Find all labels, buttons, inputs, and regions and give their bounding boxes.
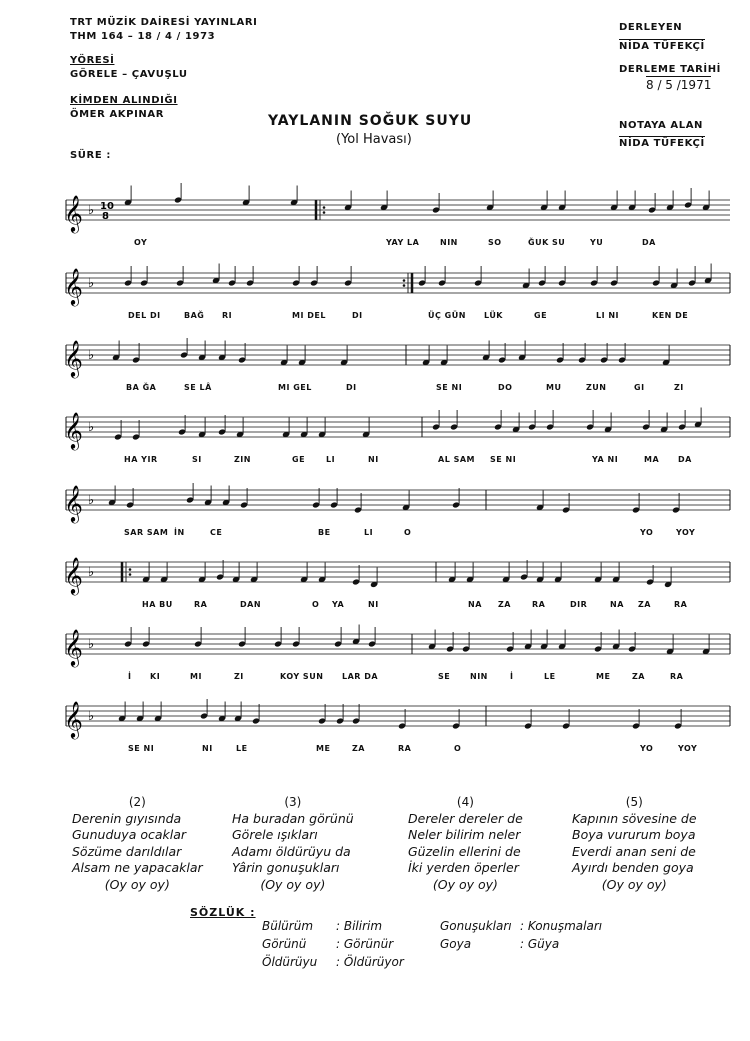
duration-label: SÜRE : bbox=[70, 150, 111, 161]
lyric-syllable: O bbox=[404, 528, 412, 537]
glossary-term: Öldürüyu bbox=[262, 955, 318, 969]
treble-clef-icon: 𝄞 bbox=[64, 194, 83, 232]
glossary-term: Bülürüm bbox=[262, 919, 314, 933]
treble-clef-icon: 𝄞 bbox=[64, 484, 83, 522]
lyric-syllable: YO bbox=[640, 744, 654, 753]
glossary-term: Görünü bbox=[262, 937, 307, 951]
lyric-syllable: DAN bbox=[240, 600, 262, 609]
lyric-syllable: NI bbox=[368, 600, 379, 609]
verse-number: (2) bbox=[128, 795, 146, 809]
verse-line: Yârin gonuşukları bbox=[232, 860, 340, 875]
lyric-syllable: LI NI bbox=[596, 311, 620, 320]
verse-number: (4) bbox=[456, 795, 474, 809]
lyric-syllable: NA bbox=[468, 600, 482, 609]
region-value: GÖRELE – ÇAVUŞLU bbox=[70, 69, 188, 80]
verse-line: Adamı öldürüyu da bbox=[232, 843, 351, 859]
lyric-syllable: O bbox=[454, 744, 462, 753]
repeat-dot bbox=[323, 206, 326, 209]
lyric-syllable: GE bbox=[292, 455, 306, 464]
glossary-definition: : Bilirim bbox=[336, 919, 383, 933]
lyric-syllable: NI bbox=[202, 744, 213, 753]
lyric-syllable: LAR DA bbox=[342, 672, 379, 681]
key-flat-icon: ♭ bbox=[88, 420, 95, 435]
region-label: YÖRESİ bbox=[70, 55, 115, 66]
staff-system-6 bbox=[66, 542, 730, 622]
song-subtitle: (Yol Havası) bbox=[336, 132, 412, 147]
notation-label: NOTAYA ALAN bbox=[619, 120, 704, 131]
time-signature-top: 10 bbox=[100, 201, 114, 212]
verse-line: Everdi anan seni de bbox=[572, 843, 696, 859]
catalog-number: THM 164 – 18 / 4 / 1973 bbox=[70, 31, 216, 42]
compiler-value: NİDA TÜFEKÇİ bbox=[619, 41, 705, 52]
verse-line: Dereler dereler de bbox=[408, 810, 523, 826]
lyric-syllable: LÜK bbox=[484, 311, 504, 320]
key-flat-icon: ♭ bbox=[88, 493, 95, 508]
verse-line: Derenin gıyısında bbox=[72, 810, 182, 826]
notation-value: NİDA TÜFEKÇİ bbox=[619, 138, 705, 149]
lyric-syllable: DI bbox=[346, 383, 357, 392]
verse-number: (3) bbox=[284, 795, 302, 809]
lyric-syllable: DIR bbox=[570, 600, 588, 609]
glossary-definition: : Konuşmaları bbox=[520, 919, 603, 933]
lyric-syllable: AL SAM bbox=[438, 455, 475, 464]
glossary-term: Goya bbox=[440, 937, 472, 951]
repeat-dot bbox=[323, 211, 326, 214]
verse-refrain: (Oy oy oy) bbox=[601, 876, 667, 892]
lyric-syllable: MI GEL bbox=[278, 383, 312, 392]
song-title: YAYLANIN SOĞUK SUYU bbox=[268, 113, 473, 129]
lyric-syllable: YU bbox=[590, 238, 604, 247]
lyric-syllable: ZUN bbox=[586, 383, 607, 392]
music-staff bbox=[66, 253, 730, 333]
lyric-syllable: SAR SAM bbox=[124, 528, 169, 537]
lyric-syllable: DEL DI bbox=[128, 311, 161, 320]
lyric-syllable: BAĞ bbox=[184, 311, 205, 320]
verse-line: Neler bilirim neler bbox=[408, 827, 521, 842]
lyric-syllable: SE bbox=[438, 672, 451, 681]
verse-line: Güzelin ellerini de bbox=[408, 843, 521, 859]
verse-line: Boya vururum boya bbox=[572, 827, 696, 842]
verse-line: Görele ışıkları bbox=[232, 827, 318, 842]
lyric-syllable: ZA bbox=[352, 744, 365, 753]
music-staff bbox=[66, 397, 730, 477]
music-staff bbox=[66, 470, 730, 550]
lyric-syllable: ĞUK SU bbox=[528, 238, 566, 247]
lyric-syllable: BE bbox=[318, 528, 331, 537]
verse-line: Alsam ne yapacaklar bbox=[72, 860, 203, 875]
lyric-syllable: DA bbox=[642, 238, 656, 247]
date-label: DERLEME TARİHİ bbox=[619, 64, 721, 75]
staff-system-3 bbox=[66, 325, 730, 405]
treble-clef-icon: 𝄞 bbox=[64, 700, 83, 738]
repeat-dot bbox=[129, 573, 132, 576]
staff-system-4 bbox=[66, 397, 730, 477]
lyric-syllable: ZA bbox=[638, 600, 651, 609]
lyric-syllable: LE bbox=[544, 672, 556, 681]
glossary-term: Gonuşukları bbox=[440, 919, 512, 933]
lyric-syllable: KOY SUN bbox=[280, 672, 324, 681]
lyric-syllable: LI bbox=[326, 455, 336, 464]
key-flat-icon: ♭ bbox=[88, 709, 95, 724]
lyric-syllable: RA bbox=[674, 600, 688, 609]
treble-clef-icon: 𝄞 bbox=[64, 628, 83, 666]
lyric-syllable: NI bbox=[368, 455, 379, 464]
repeat-dot bbox=[403, 284, 406, 287]
lyric-syllable: DI bbox=[352, 311, 363, 320]
lyric-syllable: SE LÂ bbox=[184, 383, 212, 392]
lyric-syllable: ME bbox=[596, 672, 611, 681]
treble-clef-icon: 𝄞 bbox=[64, 267, 83, 305]
lyric-syllable: BA ĞA bbox=[126, 383, 157, 392]
repeat-dot bbox=[129, 568, 132, 571]
staff-system-2 bbox=[66, 253, 730, 333]
verse-line: Ayırdı benden goya bbox=[572, 860, 694, 875]
key-flat-icon: ♭ bbox=[88, 637, 95, 652]
lyric-syllable: ZIN bbox=[234, 455, 251, 464]
glossary-definition: : Görünür bbox=[336, 937, 394, 951]
lyric-syllable: RA bbox=[398, 744, 412, 753]
music-staff bbox=[66, 614, 730, 694]
lyric-syllable: ZA bbox=[632, 672, 645, 681]
lyric-syllable: DO bbox=[498, 383, 513, 392]
verse-2 bbox=[72, 794, 203, 893]
music-staff bbox=[66, 180, 730, 260]
lyric-syllable: KI bbox=[150, 672, 161, 681]
treble-clef-icon: 𝄞 bbox=[64, 556, 83, 594]
repeat-dot bbox=[403, 279, 406, 282]
lyric-syllable: GI bbox=[634, 383, 645, 392]
lyric-syllable: ME bbox=[316, 744, 331, 753]
lyric-syllable: LE bbox=[236, 744, 248, 753]
compiler-label: DERLEYEN bbox=[619, 22, 683, 33]
verse-3 bbox=[232, 794, 354, 893]
lyric-syllable: YA bbox=[332, 600, 345, 609]
lyric-syllable: ÜÇ GÜN bbox=[428, 311, 466, 320]
lyric-syllable: O bbox=[312, 600, 320, 609]
glossary-definition: : Öldürüyor bbox=[336, 955, 404, 969]
lyric-syllable: MI bbox=[190, 672, 202, 681]
lyric-syllable: NIN bbox=[470, 672, 488, 681]
lyric-syllable: SE NI bbox=[490, 455, 517, 464]
key-flat-icon: ♭ bbox=[88, 348, 95, 363]
lyric-syllable: İ bbox=[510, 672, 514, 681]
music-staff bbox=[66, 542, 730, 622]
music-staff bbox=[66, 686, 730, 766]
lyric-syllable: YO bbox=[640, 528, 654, 537]
source-label: KİMDEN ALINDIĞI bbox=[70, 95, 178, 106]
verse-5 bbox=[572, 794, 697, 893]
lyric-syllable: DA bbox=[678, 455, 692, 464]
lyric-syllable: KEN DE bbox=[652, 311, 689, 320]
lyric-syllable: RI bbox=[222, 311, 233, 320]
lyric-syllable: NA bbox=[610, 600, 624, 609]
treble-clef-icon: 𝄞 bbox=[64, 411, 83, 449]
key-flat-icon: ♭ bbox=[88, 276, 95, 291]
lyric-syllable: ZI bbox=[674, 383, 684, 392]
lyric-syllable: RA bbox=[532, 600, 546, 609]
lyric-syllable: SI bbox=[192, 455, 202, 464]
verse-number: (5) bbox=[625, 795, 643, 809]
publisher: TRT MÜZİK DAİRESİ YAYINLARI bbox=[70, 17, 258, 28]
staff-system-8 bbox=[66, 686, 730, 766]
lyric-syllable: RA bbox=[194, 600, 208, 609]
key-flat-icon: ♭ bbox=[88, 203, 95, 218]
verse-line: Kapının sövesine de bbox=[572, 810, 697, 826]
verse-4 bbox=[408, 794, 523, 893]
lyric-syllable: SE NI bbox=[128, 744, 155, 753]
lyric-syllable: YAY LA bbox=[386, 238, 420, 247]
lyric-syllable: YOY bbox=[678, 744, 698, 753]
key-flat-icon: ♭ bbox=[88, 565, 95, 580]
lyric-syllable: SO bbox=[488, 238, 502, 247]
lyric-syllable: ZI bbox=[234, 672, 244, 681]
music-staff bbox=[66, 325, 730, 405]
verse-line: Sözüme darıldılar bbox=[72, 843, 182, 859]
lyric-syllable: MU bbox=[546, 383, 562, 392]
lyric-syllable: MA bbox=[644, 455, 660, 464]
verse-line: İki yerden öperler bbox=[408, 860, 519, 875]
lyric-syllable: ZA bbox=[498, 600, 511, 609]
lyric-syllable: OY bbox=[134, 238, 148, 247]
lyric-syllable: HA BU bbox=[142, 600, 173, 609]
glossary-definition: : Güya bbox=[520, 937, 560, 951]
staff-system-5 bbox=[66, 470, 730, 550]
lyric-syllable: İN bbox=[174, 528, 185, 537]
source-value: ÖMER AKPINAR bbox=[70, 109, 165, 120]
glossary-label: SÖZLÜK : bbox=[190, 906, 256, 919]
lyric-syllable: LI bbox=[364, 528, 374, 537]
lyric-syllable: CE bbox=[210, 528, 223, 537]
treble-clef-icon: 𝄞 bbox=[64, 339, 83, 377]
lyric-syllable: HA YIR bbox=[124, 455, 158, 464]
verse-refrain: (Oy oy oy) bbox=[104, 876, 170, 892]
time-signature-bottom: 8 bbox=[102, 211, 109, 222]
lyric-syllable: İ bbox=[128, 672, 132, 681]
verse-refrain: (Oy oy oy) bbox=[260, 876, 326, 892]
lyric-syllable: SE NI bbox=[436, 383, 463, 392]
lyric-syllable: RA bbox=[670, 672, 684, 681]
lyric-syllable: MI DEL bbox=[292, 311, 326, 320]
staff-system-1 bbox=[66, 180, 730, 260]
lyric-syllable: YOY bbox=[676, 528, 696, 537]
lyric-syllable: GE bbox=[534, 311, 548, 320]
lyric-syllable: NIN bbox=[440, 238, 458, 247]
staff-system-7 bbox=[66, 614, 730, 694]
verse-line: Ha buradan görünü bbox=[232, 810, 354, 826]
verse-line: Gunuduya ocaklar bbox=[72, 827, 187, 842]
verse-refrain: (Oy oy oy) bbox=[432, 876, 498, 892]
date-value: 8 / 5 /1971 bbox=[646, 78, 712, 92]
lyric-syllable: YA NI bbox=[592, 455, 619, 464]
